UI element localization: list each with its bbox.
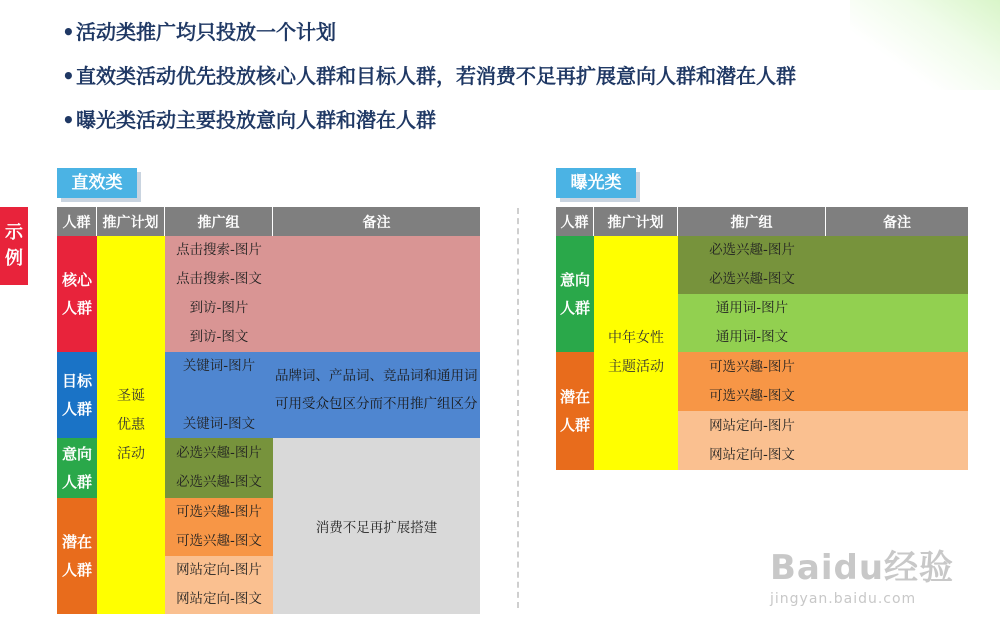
adgroup-optional: 可选兴趣-图片 可选兴趣-图文: [165, 498, 273, 556]
crowd-intent: 意向 人群: [556, 236, 594, 352]
crowd-potential: 潜在 人群: [556, 352, 594, 470]
bullet-item: •直效类活动优先投放核心人群和目标人群，若消费不足再扩展意向人群和潜在人群: [62, 64, 796, 88]
plan-cell: 圣诞 优惠 活动: [97, 236, 165, 614]
note-site: [826, 411, 968, 470]
header-note: 备注: [826, 207, 968, 236]
crowd-potential: 潜在 人群: [57, 498, 97, 614]
crowd-target: 目标 人群: [57, 352, 97, 438]
tag-direct: 直效类: [57, 168, 137, 198]
adgroup-site: 网站定向-图片 网站定向-图文: [678, 411, 826, 470]
note-generic: [826, 294, 968, 352]
plan-cell: 中年女性 主题活动: [594, 236, 678, 470]
watermark-url: jingyan.baidu.com: [770, 591, 917, 607]
header-plan: 推广计划: [594, 207, 678, 236]
adgroup-intent: 必选兴趣-图片 必选兴趣-图文: [165, 438, 273, 498]
example-badge: 示 例: [0, 207, 28, 285]
note-expand: 消费不足再扩展搭建: [273, 438, 480, 614]
adgroup-optional: 可选兴趣-图片 可选兴趣-图文: [678, 352, 826, 411]
tag-exposure: 曝光类: [556, 168, 636, 198]
watermark: [770, 540, 954, 607]
adgroup-site: 网站定向-图片 网站定向-图文: [165, 556, 273, 614]
section-divider: [517, 208, 519, 608]
adgroup-generic: 通用词-图片 通用词-图文: [678, 294, 826, 352]
header-adgroup: 推广组: [165, 207, 273, 236]
bullet-item: •曝光类活动主要投放意向人群和潜在人群: [62, 108, 436, 132]
watermark-logo: Baidu经验: [770, 548, 955, 588]
header-note: 备注: [273, 207, 480, 236]
adgroup-core: 点击搜索-图片 点击搜索-图文 到访-图片 到访-图文: [165, 236, 273, 352]
note-required: [826, 236, 968, 294]
adgroup-required: 必选兴趣-图片 必选兴趣-图文: [678, 236, 826, 294]
adgroup-target: 关键词-图片 关键词-图文: [165, 352, 273, 438]
corner-decoration: [850, 0, 1000, 90]
crowd-core: 核心 人群: [57, 236, 97, 352]
header-crowd: 人群: [57, 207, 97, 236]
note-target: 品牌词、产品词、竞品词和通用词可用受众包区分而不用推广组区分: [273, 352, 480, 438]
header-adgroup: 推广组: [678, 207, 826, 236]
crowd-intent: 意向 人群: [57, 438, 97, 498]
header-plan: 推广计划: [97, 207, 165, 236]
bullet-item: •活动类推广均只投放一个计划: [62, 20, 336, 44]
header-crowd: 人群: [556, 207, 594, 236]
note-optional: [826, 352, 968, 411]
note-core: [273, 236, 480, 352]
